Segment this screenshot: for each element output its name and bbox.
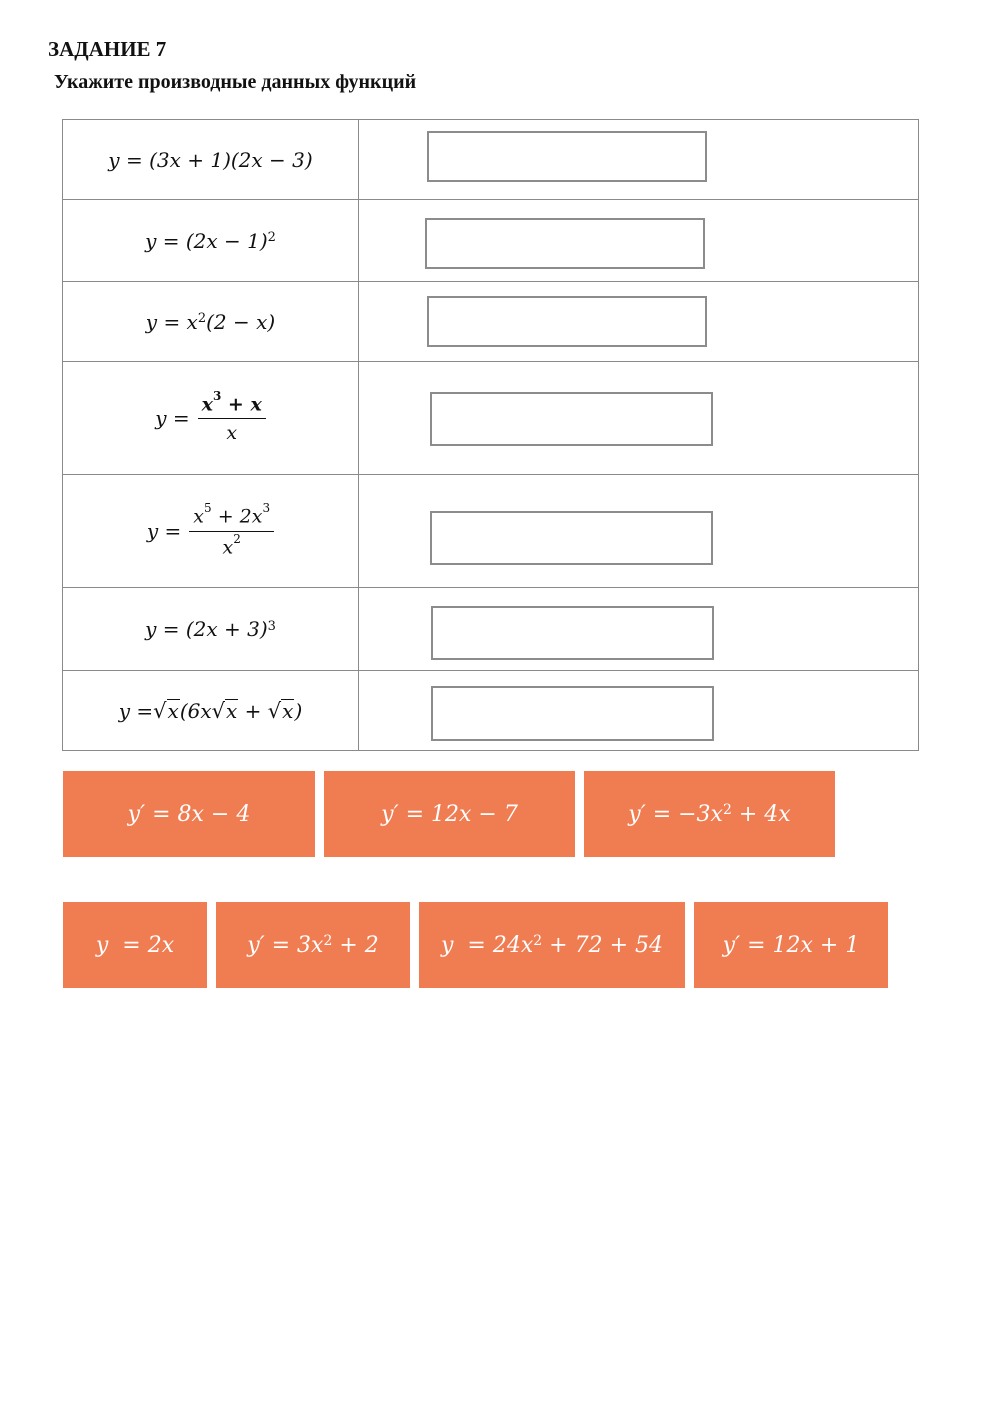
answer-cell [359, 200, 919, 282]
table-row [63, 475, 919, 588]
function-formula: y = √ x (6x √ x + √ x ) [118, 698, 303, 723]
answer-option-tile[interactable]: y′ = 8x − 4 [63, 771, 315, 857]
sqrt: √ x [153, 699, 179, 723]
answer-cell [359, 671, 919, 751]
answer-drop-box[interactable] [430, 511, 713, 565]
table-row [63, 282, 919, 362]
answer-drop-box[interactable] [430, 392, 713, 446]
answer-option-tile[interactable]: y′ = 12x + 1 [694, 902, 888, 988]
answer-cell [359, 362, 919, 475]
task-instruction: Укажите производные данных функций [54, 71, 417, 93]
answer-option-tile[interactable]: y′ = −3x $^2$ + 4x [584, 771, 835, 857]
function-cell [63, 282, 359, 362]
answer-drop-box[interactable] [425, 218, 705, 269]
function-cell [63, 120, 359, 200]
function-cell [63, 200, 359, 282]
function-cell [63, 671, 359, 751]
table-row [63, 200, 919, 282]
function-cell [63, 362, 359, 475]
answer-drop-box[interactable] [431, 686, 714, 741]
function-formula: y = $\frac{x^5 + 2x^3}{x^2}$ [147, 504, 274, 558]
function-formula: y = (3x + 1)(2x − 3) [108, 147, 313, 172]
answer-drop-box[interactable] [427, 296, 707, 347]
sqrt: √ x [267, 699, 294, 723]
function-formula: y = (2x + 3) $^3$ [145, 617, 276, 641]
function-formula: y = x $^2$ (2 − x) [145, 309, 276, 334]
function-formula: y = $\frac{x^3 + x}{x}$ [155, 392, 266, 444]
matching-table [62, 119, 919, 751]
task-title: ЗАДАНИЕ 7 [48, 37, 167, 61]
answer-option-tile[interactable]: y = 2x [63, 902, 207, 988]
answer-option-tile[interactable]: y′ = 3x $^2$ + 2 [216, 902, 410, 988]
answer-drop-box[interactable] [431, 606, 714, 660]
answer-cell [359, 588, 919, 671]
answer-drop-box[interactable] [427, 131, 707, 182]
answer-cell [359, 282, 919, 362]
sqrt: √ x [211, 699, 238, 723]
answer-cell [359, 475, 919, 588]
function-formula: y = (2x − 1) $^2$ [145, 228, 276, 253]
answer-option-tile[interactable]: y′ = 12x − 7 [324, 771, 575, 857]
table-row [63, 671, 919, 751]
table-row [63, 588, 919, 671]
answer-option-tile[interactable]: y = 24x $^2$ + 72 + 54 [419, 902, 685, 988]
function-cell [63, 588, 359, 671]
fraction: $\frac{x^5 + 2x^3}{x^2}$ [189, 504, 274, 558]
table-row [63, 362, 919, 475]
fraction: $\frac{x^3 + x}{x}$ [198, 392, 266, 444]
table-row [63, 120, 919, 200]
answer-cell [359, 120, 919, 200]
function-cell [63, 475, 359, 588]
